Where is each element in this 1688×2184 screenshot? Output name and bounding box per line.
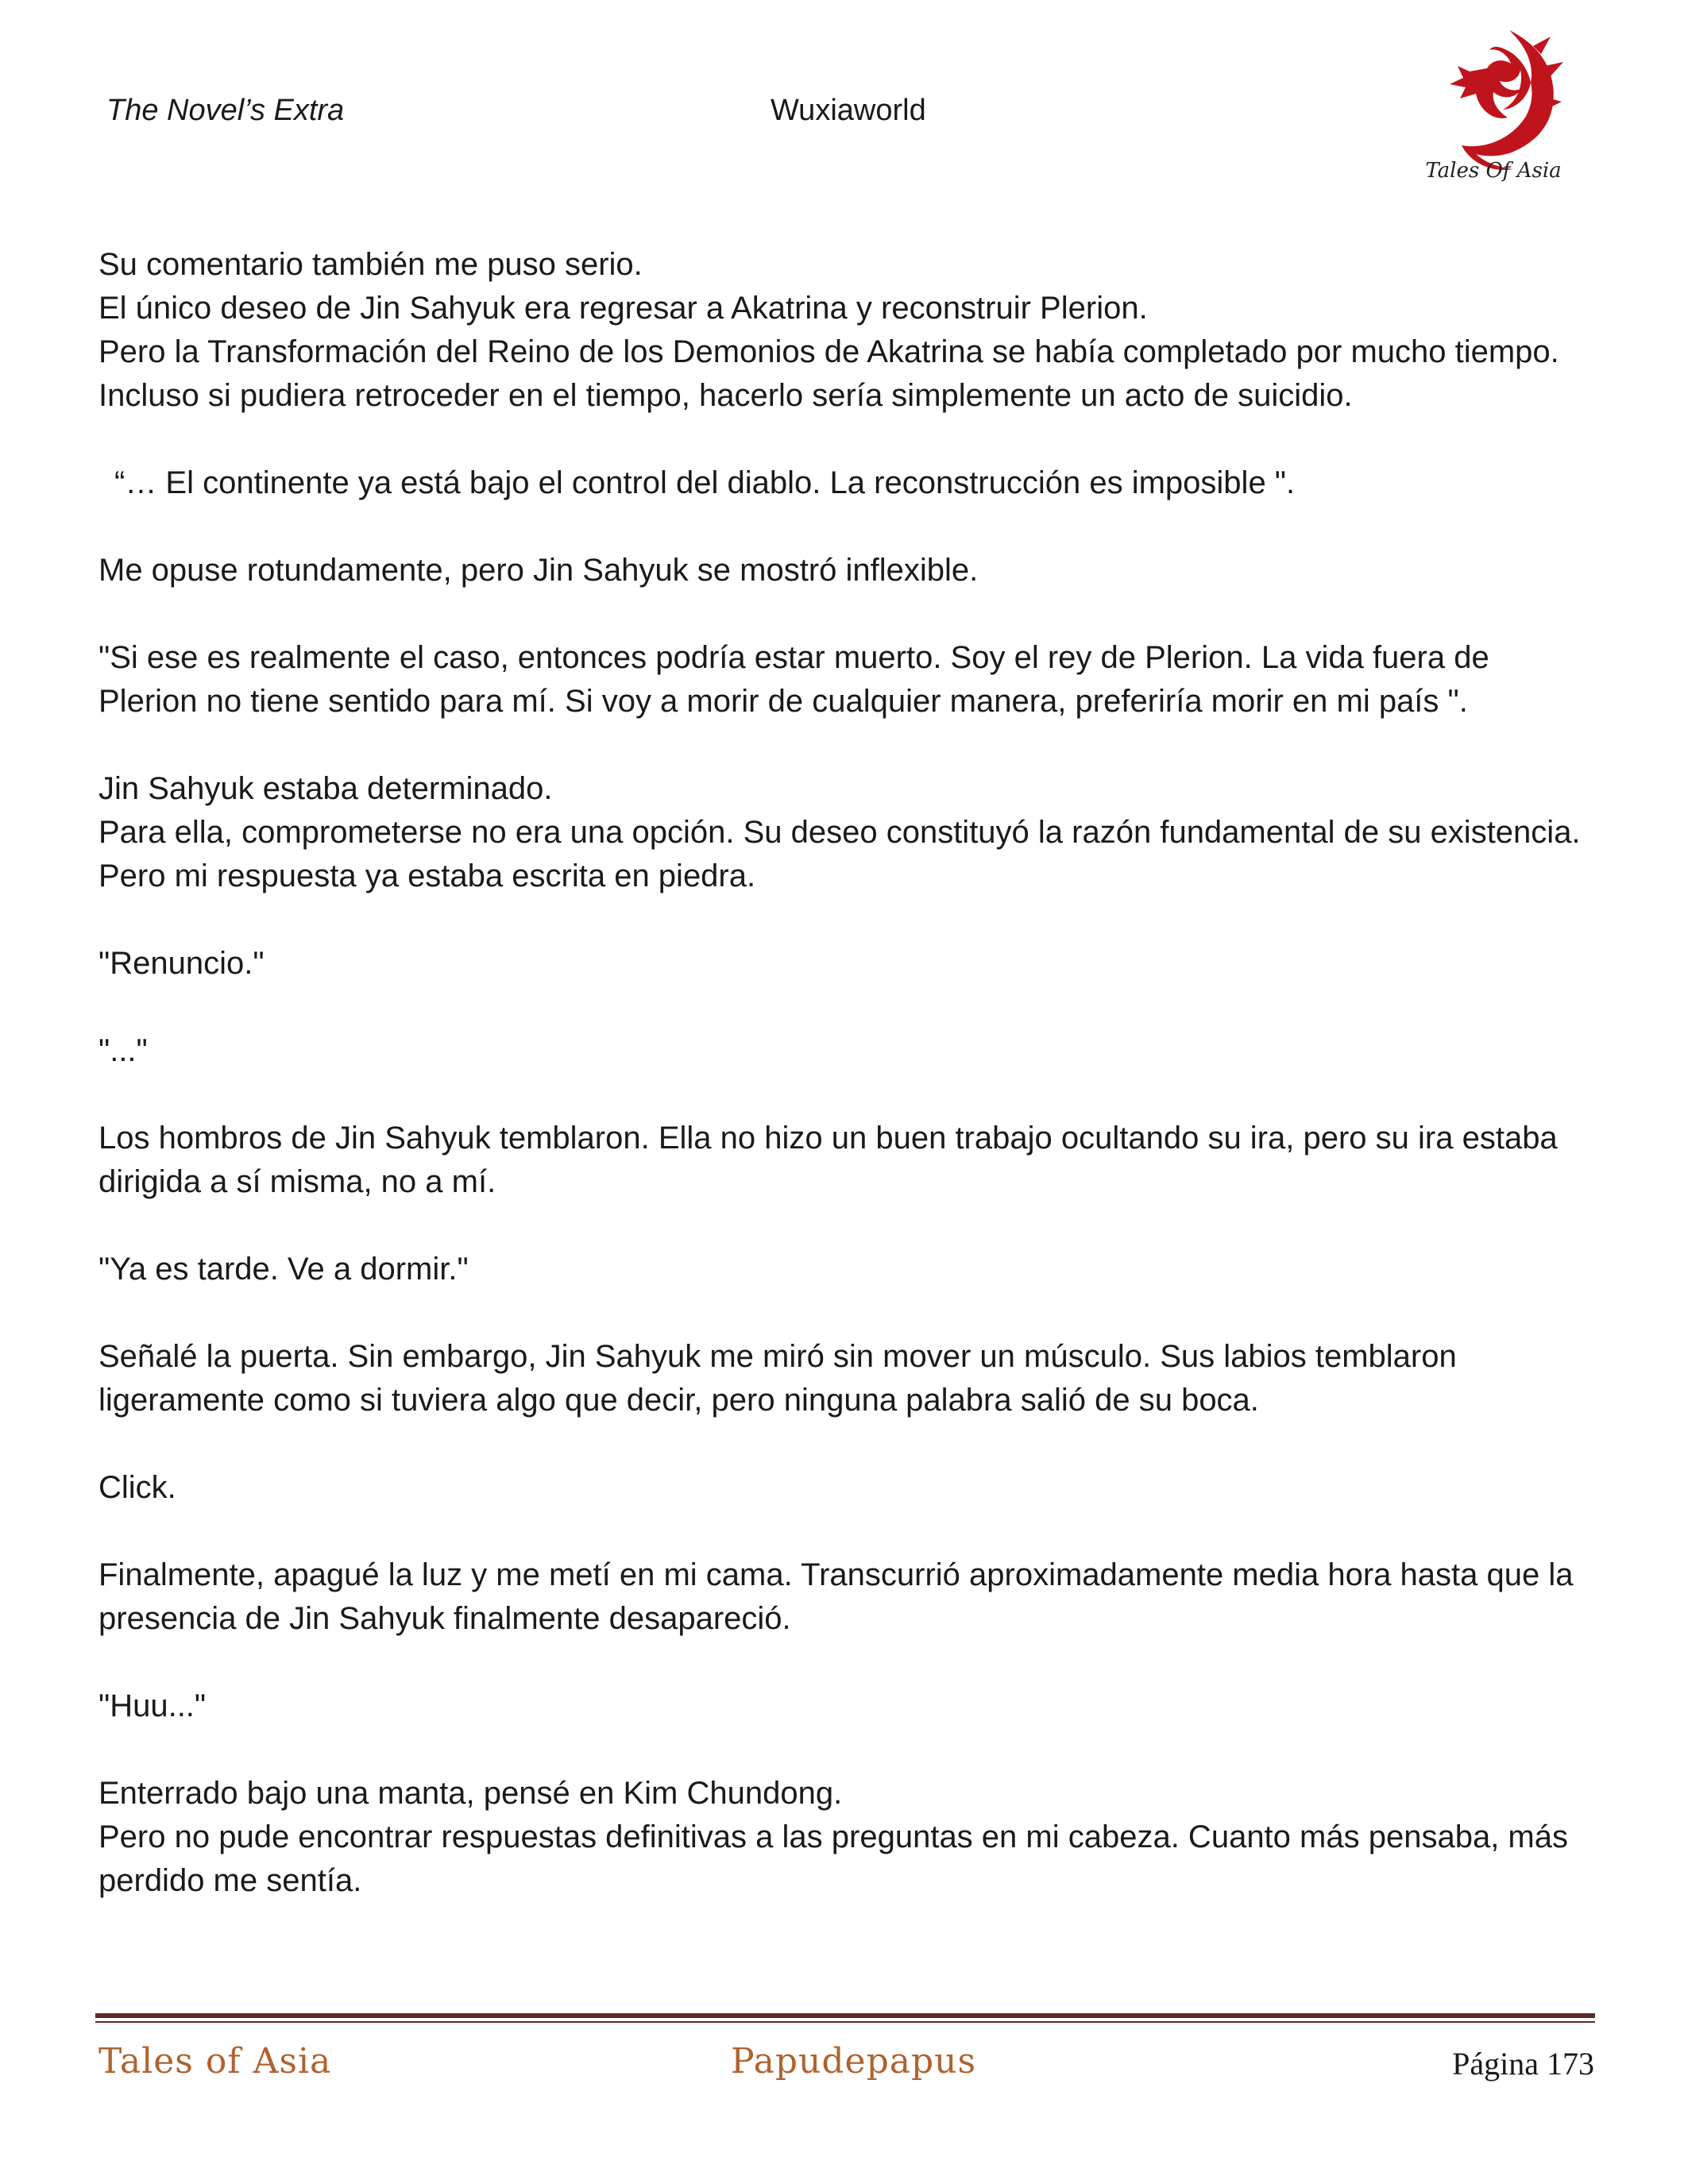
paragraph: "Ya es tarde. Ve a dormir." bbox=[98, 1252, 469, 1287]
footer-site-name: Tales of Asia bbox=[98, 2041, 332, 2082]
footer-divider-thin bbox=[95, 2021, 1595, 2023]
paragraph: “… El continente ya está bajo el control del diablo. La reconstrucción es imposible ". bbox=[114, 465, 1296, 500]
paragraph: Señalé la puerta. Sin embargo, Jin Sahyuk me miró sin mover un músculo. Sus labios temblaron ligeramente como si tuviera algo que decir, pero ninguna palabra salió de su boca. bbox=[98, 1339, 1457, 1418]
paragraph: "Si ese es realmente el caso, entonces podría estar muerto. Soy el rey de Plerion. La vida fuera de Plerion no tiene sentido para mí. Si voy a morir de cualquier manera, preferiría morir en mi país ". bbox=[98, 640, 1489, 719]
paragraph: Click. bbox=[98, 1470, 176, 1505]
paragraph: Pero no pude encontrar respuestas definitivas a las preguntas en mi cabeza. Cuanto más pensaba, más perdido me sentía. bbox=[98, 1819, 1568, 1898]
header-book-title: The Novel’s Extra bbox=[106, 94, 345, 127]
paragraph: "Huu..." bbox=[98, 1688, 207, 1723]
header-site-name: Wuxiaworld bbox=[771, 94, 926, 127]
paragraph: Finalmente, apagué la luz y me metí en mi cama. Transcurrió aproximadamente media hora hasta que la presencia de Jin Sahyuk finalmente desapareció. bbox=[98, 1557, 1574, 1636]
paragraph: Enterrado bajo una manta, pensé en Kim Chundong. bbox=[98, 1776, 843, 1811]
paragraph: El único deseo de Jin Sahyuk era regresar a Akatrina y reconstruir Plerion. bbox=[98, 291, 1148, 326]
footer-translator: Papudepapus bbox=[731, 2041, 977, 2082]
paragraph: "Renuncio." bbox=[98, 946, 265, 981]
paragraph: Me opuse rotundamente, pero Jin Sahyuk se mostró inflexible. bbox=[98, 553, 979, 588]
paragraph: "..." bbox=[98, 1033, 148, 1068]
paragraph: Los hombros de Jin Sahyuk temblaron. Ella no hizo un buen trabajo ocultando su ira, pero su ira estaba dirigida a sí misma, no a mí. bbox=[98, 1121, 1558, 1199]
page-number: Página 173 bbox=[1452, 2046, 1594, 2082]
footer-divider bbox=[95, 2013, 1595, 2018]
paragraph: Jin Sahyuk estaba determinado. bbox=[98, 771, 553, 806]
chapter-text bbox=[98, 243, 1592, 1903]
paragraph: Para ella, comprometerse no era una opción. Su deseo constituyó la razón fundamental de su existencia. Pero mi respuesta ya estaba escrita en piedra. bbox=[98, 815, 1581, 893]
paragraph: Su comentario también me puso serio. bbox=[98, 247, 643, 282]
logo-caption: Tales Of Asia bbox=[1425, 159, 1562, 183]
paragraph: Pero la Transformación del Reino de los Demonios de Akatrina se había completado por mucho tiempo. Incluso si pudiera retroceder en el tiempo, hacerlo sería simplemente un acto de suicidio. bbox=[98, 334, 1559, 413]
